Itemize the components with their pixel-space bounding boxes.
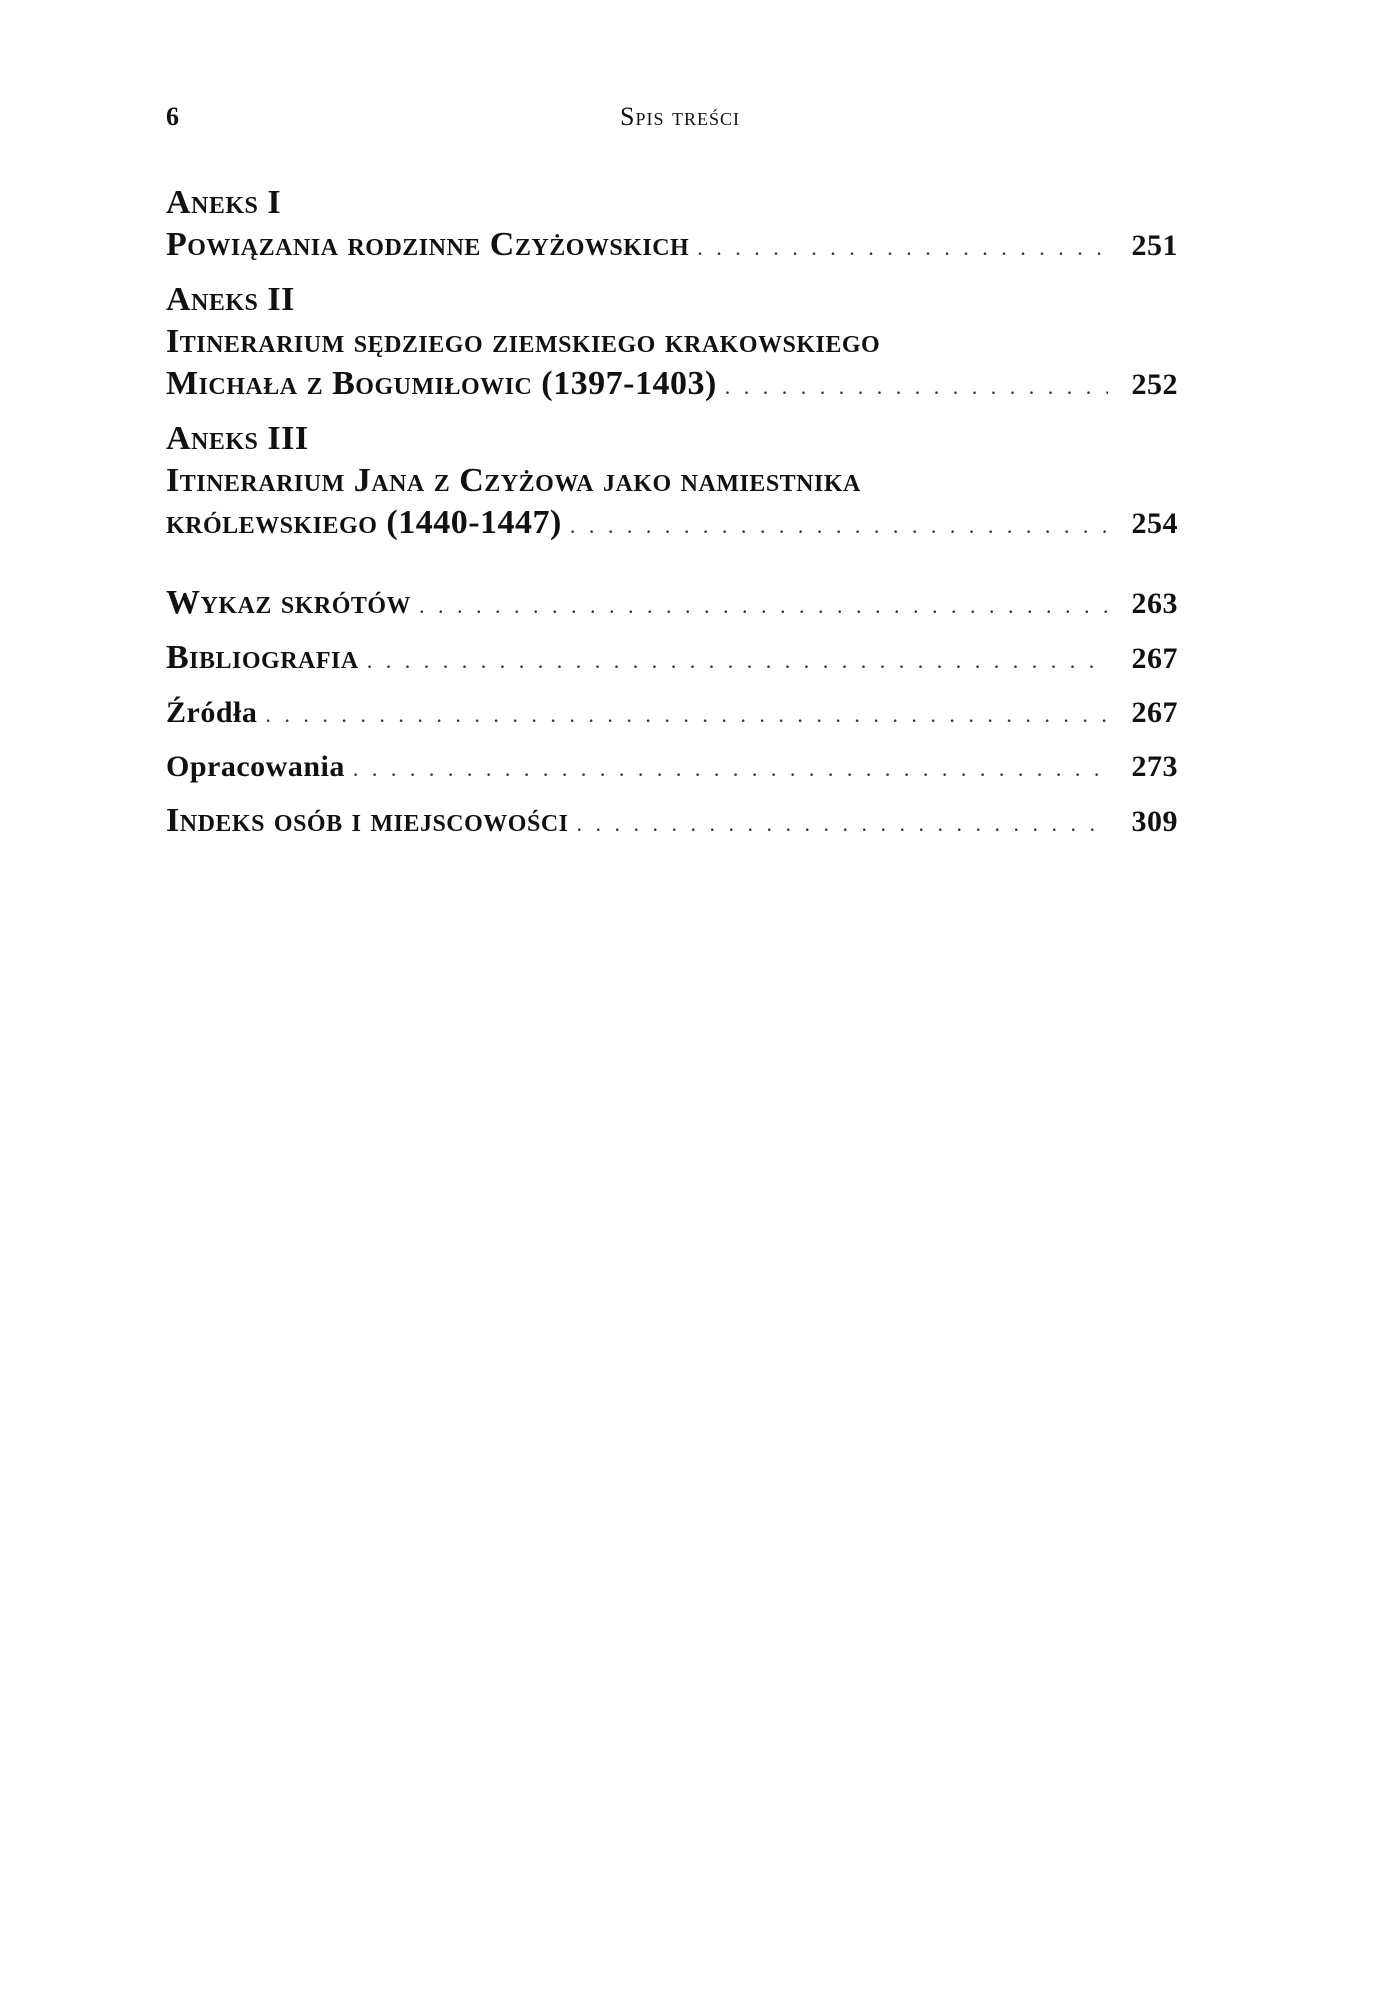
aneks2-label: Aneks II — [166, 281, 295, 318]
dot-leader — [725, 366, 1108, 408]
dot-leader — [419, 580, 1108, 632]
toc-entry-page: 267 — [1131, 696, 1178, 729]
dot-leader — [265, 689, 1108, 741]
toc-entry-page: 252 — [1131, 368, 1178, 401]
toc-entry-zrodla[interactable] — [166, 687, 1178, 741]
toc-entry-aneks2[interactable] — [166, 363, 1178, 408]
toc-entry-opracowania[interactable] — [166, 741, 1178, 795]
toc-entry-title: Bibliografia — [166, 639, 359, 676]
aneks2-title-line1: Itinerarium sędziego ziemskiego krakowskiego — [166, 323, 881, 360]
toc-entry-aneks1[interactable] — [166, 224, 1178, 269]
toc-entry-title: Źródła — [166, 696, 258, 729]
dot-leader — [570, 505, 1108, 547]
toc-entry-indeks[interactable] — [166, 795, 1178, 850]
dot-leader — [367, 635, 1108, 687]
toc-entry-page: 254 — [1131, 507, 1178, 540]
page-number: 6 — [166, 102, 179, 131]
toc-entry-title: Michała z Bogumiłowic (1397-1403) — [166, 365, 717, 402]
toc-entry-bibliografia[interactable] — [166, 632, 1178, 687]
aneks3-title-line1: Itinerarium Jana z Czyżowa jako namiestnika — [166, 462, 861, 499]
aneks3-label: Aneks III — [166, 420, 309, 457]
toc-entry-title: Indeks osób i miejscowości — [166, 802, 569, 839]
toc-entry-title: Wykaz skrótów — [166, 584, 412, 621]
dot-leader — [697, 227, 1108, 269]
toc-entry-title: królewskiego (1440-1447) — [166, 504, 562, 541]
toc-entry-page: 273 — [1131, 750, 1178, 783]
table-of-contents — [166, 182, 1178, 850]
toc-entry-page: 309 — [1131, 805, 1178, 838]
toc-entry-title: Powiązania rodzinne Czyżowskich — [166, 226, 690, 263]
toc-entry-aneks3[interactable] — [166, 502, 1178, 547]
aneks1-label: Aneks I — [166, 184, 282, 221]
toc-entry-wykaz-skrotow[interactable] — [166, 577, 1178, 632]
toc-entry-page: 263 — [1131, 587, 1178, 620]
running-head: Spis treści — [620, 102, 740, 131]
dot-leader — [577, 798, 1109, 850]
toc-entry-title: Opracowania — [166, 750, 345, 783]
toc-entry-page: 251 — [1131, 229, 1178, 262]
toc-entry-page: 267 — [1131, 642, 1178, 675]
dot-leader — [353, 743, 1108, 795]
